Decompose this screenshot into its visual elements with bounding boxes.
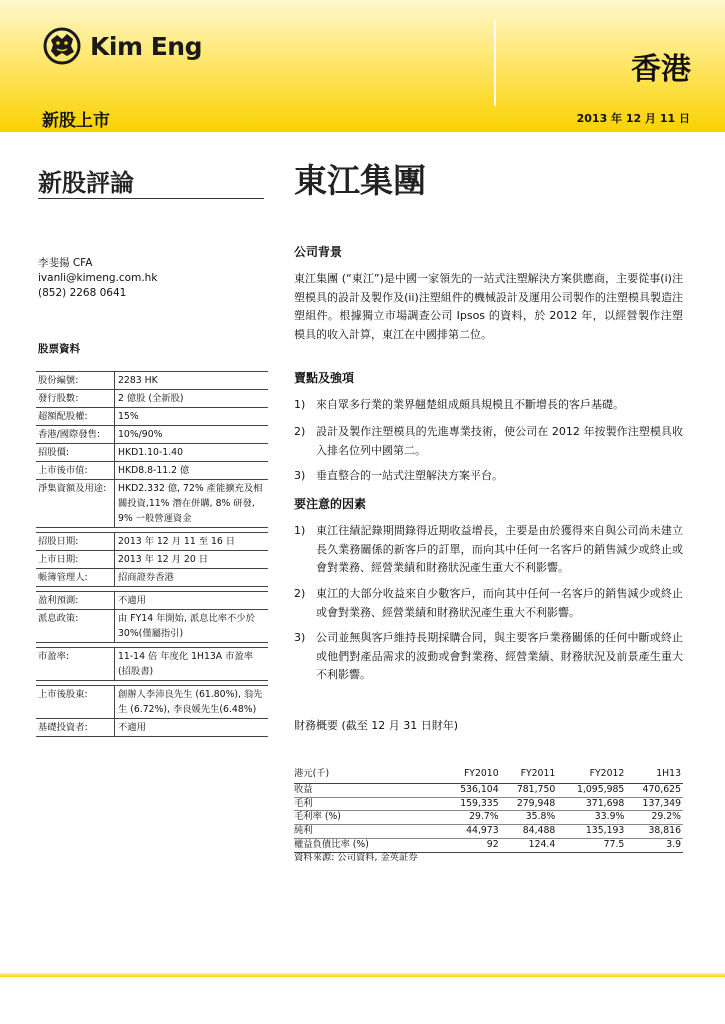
info-key: 帳簿管理人:: [36, 569, 115, 586]
info-value: 11-14 倍 年度化 1H13A 市盈率 (招股書): [118, 651, 254, 677]
info-row: [36, 408, 268, 426]
row-label: 權益負債比率 (%): [294, 838, 444, 852]
list-number: 3): [294, 469, 306, 482]
strength-item: [294, 423, 683, 460]
report-type-title: 新股評論: [38, 169, 134, 197]
table-cell: 470,625: [626, 783, 683, 797]
info-key: 發行股數:: [36, 390, 115, 407]
list-number: 2): [294, 587, 306, 600]
info-value: 15%: [118, 411, 139, 422]
info-key: 上市後股東:: [36, 686, 115, 718]
table-cell: 29.7%: [444, 811, 501, 825]
column-header: FY2011: [501, 768, 558, 783]
analyst-name: 李斐揚 CFA: [38, 257, 93, 269]
info-row: [36, 390, 268, 408]
table-cell: 135,193: [557, 825, 626, 839]
table-row: [294, 811, 683, 825]
stock-info-label: 股票資料: [38, 343, 80, 355]
info-key: 淨集資額及用途:: [36, 480, 115, 527]
financial-header-row: [294, 768, 683, 783]
table-cell: 536,104: [444, 783, 501, 797]
info-row: [36, 532, 268, 551]
data-source-note: 資料來源: 公司資料, 金英証券: [294, 852, 418, 863]
column-header: 港元(千): [294, 768, 444, 783]
table-cell: 38,816: [626, 825, 683, 839]
info-row: [36, 372, 268, 390]
info-value: 2013 年 12 月 11 至 16 日: [118, 536, 236, 547]
table-row: [294, 825, 683, 839]
table-cell: 29.2%: [626, 811, 683, 825]
tiger-logo-icon: [42, 26, 86, 66]
analyst-phone: (852) 2268 0641: [38, 287, 127, 299]
info-row: [36, 647, 268, 681]
info-value: HKD1.10-1.40: [118, 447, 184, 458]
table-cell: 137,349: [626, 797, 683, 811]
analyst-block: [38, 256, 157, 301]
info-key: 基礎投資者:: [36, 719, 115, 736]
background-heading: 公司背景: [294, 245, 343, 259]
info-value: 不適用: [118, 595, 146, 606]
info-value: HKD2.332 億, 72% 產能擴充及相關投資,11% 潛在併購, 8% 研發, 9% 一般營運資金: [118, 483, 263, 524]
brand-logo: [42, 26, 202, 66]
list-text: 東江往績記錄期間錄得近期收益增長，主要是由於獲得來自與公司尚未建立長久業務關係的新客戶的訂單，而向其中任何一名客戶的銷售減少或終止或會對業務、經營業績和財務狀況產生重大不利影響。: [316, 524, 683, 574]
region-label: 香港: [631, 52, 691, 87]
info-key: 招股價:: [36, 444, 115, 461]
brand-name: Kim Eng: [90, 31, 202, 61]
list-number: 1): [294, 398, 306, 411]
info-key: 上市後市值:: [36, 462, 115, 479]
info-key: 招股日期:: [36, 533, 115, 550]
list-text: 公司並無與客戶維持長期採購合同，與主要客戶業務關係的任何中斷或終止或他們對產品需求的波動或會對業務、經營業績、財務狀況及前景產生重大不利影響。: [316, 631, 683, 681]
info-key: 派息政策:: [36, 610, 115, 642]
footer-rule: [0, 973, 725, 977]
table-row: [294, 783, 683, 797]
table-cell: 92: [444, 838, 501, 852]
table-cell: 159,335: [444, 797, 501, 811]
column-header: FY2012: [557, 768, 626, 783]
info-row: [36, 462, 268, 480]
info-key: 超額配股權:: [36, 408, 115, 425]
background-paragraph: 東江集團 (“東江”)是中國一家領先的一站式注塑解決方案供應商，主要從事(i)注塑模具的設計及製作及(ii)注塑組件的機械設計及運用公司製作的注塑模具製造注塑組件。根據獨立市場調查公司 Ipsos 的資料，於 2012 年，以經營製作注塑模具的收入計算，東江在中國排第二位。: [294, 272, 683, 341]
section-bar: [42, 106, 692, 130]
list-text: 設計及製作注塑模具的先進專業技術，使公司在 2012 年按製作注塑模具收入排名位列中國第二。: [316, 425, 683, 457]
list-text: 來自眾多行業的業界翹楚組成頗具規模且不斷增長的客戶基礎。: [316, 398, 624, 411]
column-header: FY2010: [444, 768, 501, 783]
info-key: 市盈率:: [36, 648, 115, 680]
info-row: [36, 551, 268, 569]
table-cell: 279,948: [501, 797, 558, 811]
info-value: HKD8.8-11.2 億: [118, 465, 190, 476]
row-label: 毛利: [294, 797, 444, 811]
risk-item: [294, 522, 683, 578]
financial-caption: 財務概要 (截至 12 月 31 日財年): [294, 719, 459, 732]
info-value: 由 FY14 年開始, 派息比率不少於 30%(僅屬指引): [118, 613, 255, 639]
row-label: 純利: [294, 825, 444, 839]
table-cell: 781,750: [501, 783, 558, 797]
info-key: 股份編號:: [36, 372, 115, 389]
info-value: 2283 HK: [118, 375, 158, 386]
strength-item: [294, 467, 683, 486]
info-value: 招商證券香港: [118, 572, 174, 583]
list-number: 3): [294, 631, 306, 644]
table-cell: 371,698: [557, 797, 626, 811]
header-divider: [494, 20, 496, 106]
table-row: [294, 797, 683, 811]
info-row: [36, 426, 268, 444]
row-label: 毛利率 (%): [294, 811, 444, 825]
info-row: [36, 591, 268, 610]
analyst-email[interactable]: ivanli@kimeng.com.hk: [38, 272, 158, 284]
section-title: 新股上市: [42, 111, 110, 131]
info-row: [36, 444, 268, 462]
info-row: [36, 685, 268, 719]
info-key: 香港/國際發售:: [36, 426, 115, 443]
info-key: 盈利預測:: [36, 592, 115, 609]
info-row: [36, 610, 268, 643]
title-divider: [38, 198, 264, 199]
risk-item: [294, 585, 683, 622]
info-value: 2013 年 12 月 20 日: [118, 554, 208, 565]
list-text: 垂直整合的一站式注塑解決方案平台。: [316, 469, 503, 482]
table-cell: 44,973: [444, 825, 501, 839]
info-value: 創辦人李沛良先生 (61.80%), 翁先生 (6.72%), 李良媛先生(6.48%): [118, 689, 263, 715]
info-row: [36, 719, 268, 737]
row-label: 收益: [294, 783, 444, 797]
financial-table: [294, 768, 683, 853]
table-cell: 84,488: [501, 825, 558, 839]
table-cell: 3.9: [626, 838, 683, 852]
table-cell: 124.4: [501, 838, 558, 852]
company-title: 東江集團: [294, 161, 426, 200]
info-row: [36, 480, 268, 528]
table-cell: 35.8%: [501, 811, 558, 825]
strengths-heading: 賣點及強項: [294, 371, 355, 385]
info-value: 不適用: [118, 722, 146, 733]
column-header: 1H13: [626, 768, 683, 783]
risk-item: [294, 629, 683, 685]
info-value: 2 億股 (全新股): [118, 393, 184, 404]
list-number: 1): [294, 524, 306, 537]
strength-item: [294, 396, 683, 415]
info-row: [36, 569, 268, 587]
table-cell: 33.9%: [557, 811, 626, 825]
table-cell: 1,095,985: [557, 783, 626, 797]
stock-info-table: [36, 371, 268, 737]
info-value: 10%/90%: [118, 429, 163, 440]
list-text: 東江的大部分收益來自少數客戶，而向其中任何一名客戶的銷售減少或終止或會對業務、經營業績和財務狀況產生重大不利影響。: [316, 587, 683, 619]
report-date: 2013 年 12 月 11 日: [576, 112, 690, 125]
table-cell: 77.5: [557, 838, 626, 852]
list-number: 2): [294, 425, 306, 438]
risks-heading: 要注意的因素: [294, 497, 367, 511]
info-key: 上市日期:: [36, 551, 115, 568]
